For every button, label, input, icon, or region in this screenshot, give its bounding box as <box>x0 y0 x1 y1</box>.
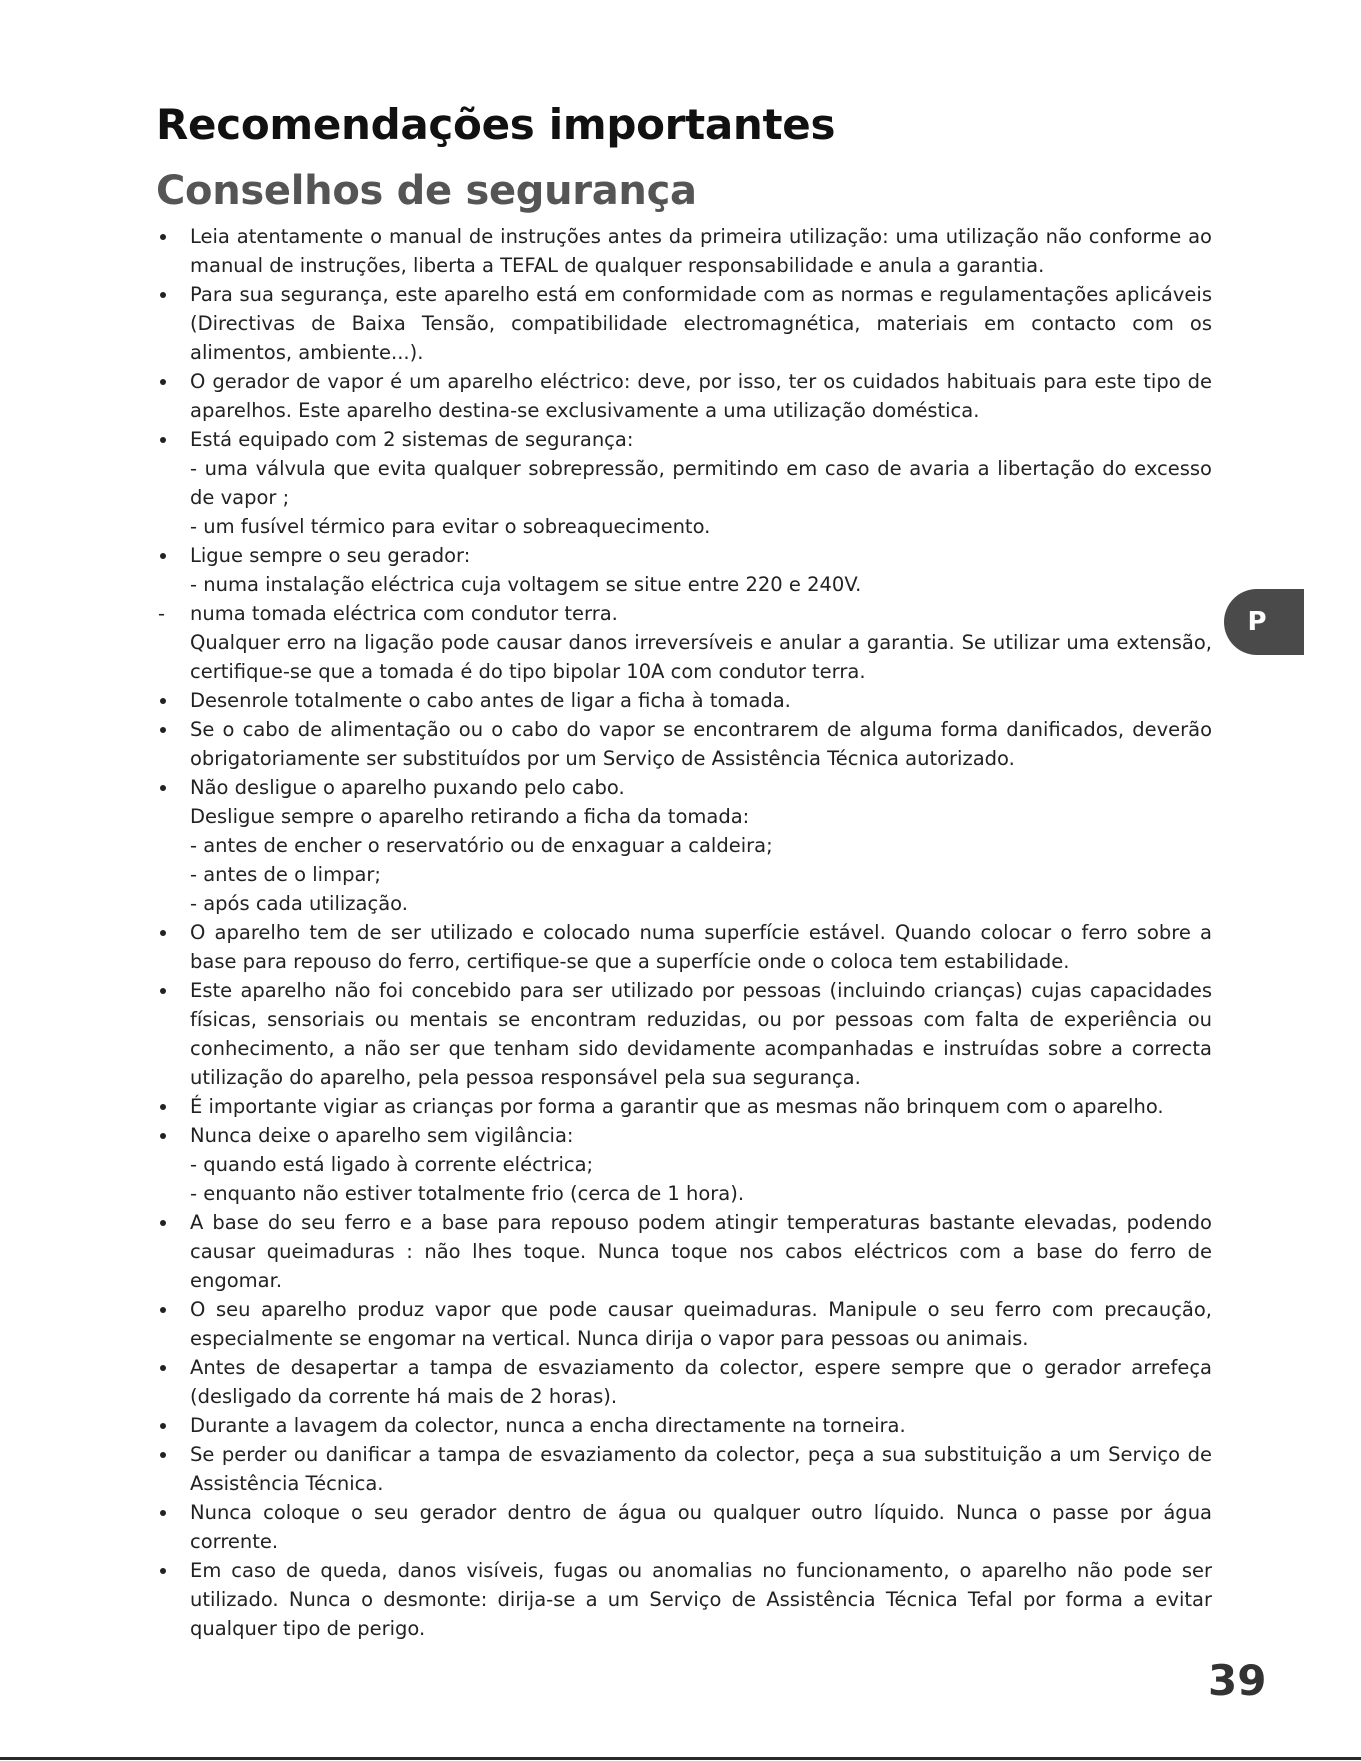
safety-item-line: - numa instalação eléctrica cuja voltagem se situe entre 220 e 240V. <box>190 573 862 596</box>
safety-item-line: Leia atentamente o manual de instruções antes da primeira utilização: uma utilização não conforme ao manual de instruções, liberta a TEFAL de qualquer responsabilidade e anula a garantia. <box>190 225 1212 277</box>
safety-item-line: - enquanto não estiver totalmente frio (cerca de 1 hora). <box>190 1182 745 1205</box>
safety-item-line: - numa tomada eléctrica com condutor terra. <box>190 602 618 625</box>
page-title: Recomendações importantes <box>156 100 836 149</box>
safety-item-line: Para sua segurança, este aparelho está em conformidade com as normas e regulamentações aplicáveis (Directivas de Baixa Tensão, compatibilidade electromagnética, materiais em contacto com os alimentos, ambiente...). <box>190 283 1212 364</box>
safety-list-item <box>156 918 1212 976</box>
safety-list-item <box>156 541 1212 599</box>
safety-list-item <box>156 222 1212 280</box>
safety-item-line: Durante a lavagem da colector, nunca a encha directamente na torneira. <box>190 1414 906 1437</box>
safety-item-line: É importante vigiar as crianças por forma a garantir que as mesmas não brinquem com o aparelho. <box>190 1095 1164 1118</box>
safety-item-line: Se perder ou danificar a tampa de esvaziamento da colector, peça a sua substituição a um Serviço de Assistência Técnica. <box>190 1443 1212 1495</box>
safety-item-line: Qualquer erro na ligação pode causar danos irreversíveis e anular a garantia. Se utilizar uma extensão, certifique-se que a tomada é do tipo bipolar 10A com condutor terra. <box>190 631 1212 683</box>
safety-item-line: Desligue sempre o aparelho retirando a ficha da tomada: <box>190 805 750 828</box>
safety-list-item <box>156 1556 1212 1643</box>
safety-item-line: Ligue sempre o seu gerador: <box>190 544 471 567</box>
safety-list-item <box>156 1498 1212 1556</box>
safety-item-line: O gerador de vapor é um aparelho eléctrico: deve, por isso, ter os cuidados habituais para este tipo de aparelhos. Este aparelho destina-se exclusivamente a uma utilização doméstica. <box>190 370 1212 422</box>
bottom-rule <box>0 1757 1361 1760</box>
safety-list-item <box>156 773 1212 918</box>
safety-item-line: Se o cabo de alimentação ou o cabo do vapor se encontrarem de alguma forma danificados, deverão obrigatoriamente ser substituídos por um Serviço de Assistência Técnica autorizado. <box>190 718 1212 770</box>
safety-list-item <box>156 599 1212 686</box>
safety-list-item <box>156 1295 1212 1353</box>
safety-item-line: Este aparelho não foi concebido para ser utilizado por pessoas (incluindo crianças) cujas capacidades físicas, sensoriais ou mentais se encontram reduzidas, ou por pessoas com falta de experiência ou conhecimento, a não ser que tenham sido devidamente acompanhadas e instruídas sobre a correcta utilização do aparelho, pela pessoa responsável pela sua segurança. <box>190 979 1212 1089</box>
language-tab-label: P <box>1247 607 1267 637</box>
safety-item-line: Nunca coloque o seu gerador dentro de água ou qualquer outro líquido. Nunca o passe por água corrente. <box>190 1501 1212 1553</box>
safety-item-line: - um fusível térmico para evitar o sobreaquecimento. <box>190 515 711 538</box>
section-subtitle: Conselhos de segurança <box>156 168 697 214</box>
safety-list-item <box>156 425 1212 541</box>
safety-list-item <box>156 976 1212 1092</box>
safety-item-line: Não desligue o aparelho puxando pelo cabo. <box>190 776 625 799</box>
safety-list-item <box>156 1121 1212 1208</box>
safety-item-line: - uma válvula que evita qualquer sobrepressão, permitindo em caso de avaria a libertação do excesso de vapor ; <box>190 457 1212 509</box>
safety-item-line: - antes de o limpar; <box>190 863 381 886</box>
safety-list-item <box>156 1208 1212 1295</box>
safety-item-line: - após cada utilização. <box>190 892 408 915</box>
safety-item-line: Nunca deixe o aparelho sem vigilância: <box>190 1124 574 1147</box>
language-tab <box>1224 589 1304 655</box>
safety-list-item <box>156 686 1212 715</box>
safety-item-line: - quando está ligado à corrente eléctrica; <box>190 1153 594 1176</box>
safety-item-line: - antes de encher o reservatório ou de enxaguar a caldeira; <box>190 834 773 857</box>
safety-list-item <box>156 715 1212 773</box>
safety-list-item <box>156 1092 1212 1121</box>
safety-list-item <box>156 1353 1212 1411</box>
safety-list <box>156 222 1212 1643</box>
safety-list-item <box>156 367 1212 425</box>
safety-list-item <box>156 1411 1212 1440</box>
safety-list-item <box>156 280 1212 367</box>
safety-list-item <box>156 1440 1212 1498</box>
safety-item-line: Desenrole totalmente o cabo antes de ligar a ficha à tomada. <box>190 689 791 712</box>
safety-item-line: O aparelho tem de ser utilizado e colocado numa superfície estável. Quando colocar o ferro sobre a base para repouso do ferro, certifique-se que a superfície onde o coloca tem estabilidade. <box>190 921 1212 973</box>
safety-item-line: Em caso de queda, danos visíveis, fugas ou anomalias no funcionamento, o aparelho não pode ser utilizado. Nunca o desmonte: dirija-se a um Serviço de Assistência Técnica Tefal por forma a evitar qualquer tipo de perigo. <box>190 1559 1212 1640</box>
page-number: 39 <box>1208 1656 1267 1705</box>
safety-item-line: Está equipado com 2 sistemas de segurança: <box>190 428 634 451</box>
safety-item-line: O seu aparelho produz vapor que pode causar queimaduras. Manipule o seu ferro com precaução, especialmente se engomar na vertical. Nunca dirija o vapor para pessoas ou animais. <box>190 1298 1212 1350</box>
safety-item-line: A base do seu ferro e a base para repouso podem atingir temperaturas bastante elevadas, podendo causar queimaduras : não lhes toque. Nunca toque nos cabos eléctricos com a base do ferro de engomar. <box>190 1211 1212 1292</box>
safety-item-line: Antes de desapertar a tampa de esvaziamento da colector, espere sempre que o gerador arrefeça (desligado da corrente há mais de 2 horas). <box>190 1356 1212 1408</box>
